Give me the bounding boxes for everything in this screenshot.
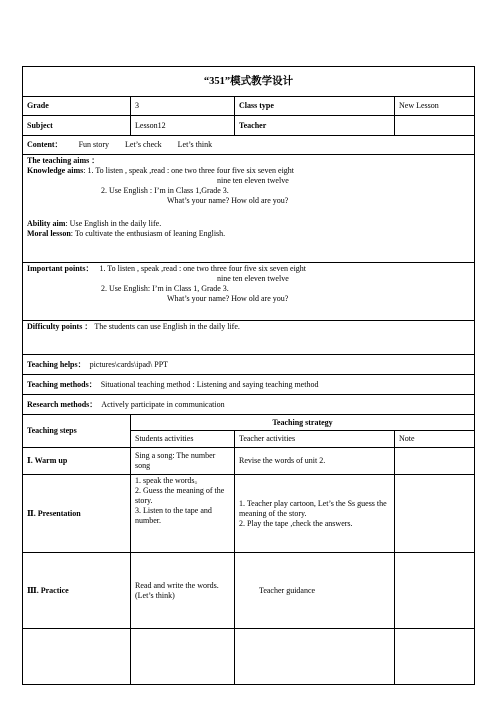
activity-line: 3. Listen to the tape and number. [135, 506, 212, 525]
moral-lesson-line [27, 229, 470, 239]
note-header: Note [395, 431, 475, 448]
important-points-line [27, 264, 470, 274]
content-item: Let’s check [125, 140, 162, 149]
content-label: Content： [27, 140, 63, 149]
important-points-line: What’s your name? How old are you? [167, 294, 289, 303]
important-points-label: Important points： [27, 264, 94, 273]
difficulty-points-label: Difficulty points ： [27, 322, 93, 331]
teaching-strategy-header: Teaching strategy [131, 415, 475, 431]
teaching-aims-section [23, 155, 475, 263]
ability-aim-label: Ability aim [27, 219, 66, 228]
activity-line: 2. Play the tape ,check the answers. [239, 518, 353, 528]
teacher-activity-cell: Teacher guidance [235, 553, 395, 629]
ability-aim-text: : Use English in the daily life. [65, 219, 162, 228]
subject-label: Subject [23, 116, 131, 136]
difficulty-points-text: The students can use English in the daily life. [94, 322, 240, 331]
class-type-value: New Lesson [395, 97, 475, 116]
teacher-label: Teacher [235, 116, 395, 136]
students-activities-header: Students activities [131, 431, 235, 448]
students-activity-cell: Sing a song: The number song [131, 448, 235, 475]
students-activity-cell: Read and write the words. (Let’s think) [131, 553, 235, 629]
knowledge-aims-line: 2. Use English : I’m in Class 1,Grade 3. [101, 186, 229, 195]
empty-cell [395, 629, 475, 685]
empty-cell [23, 629, 131, 685]
step-presentation: Ⅱ. Presentation [23, 475, 131, 553]
knowledge-aims-text: : 1. To listen , speak ,read : one two three four five six seven eight [83, 166, 295, 175]
aims-heading: The teaching aims ： [27, 156, 100, 165]
research-methods-label: Research methods： [27, 399, 98, 409]
teaching-helps-row [23, 355, 475, 375]
teaching-steps-header: Teaching steps [23, 415, 131, 448]
moral-lesson-text: : To cultivate the enthusiasm of leaning English. [70, 229, 226, 238]
difficulty-points-row [23, 321, 475, 355]
research-methods-row [23, 395, 475, 415]
content-item: Fun story [78, 140, 110, 149]
note-cell [395, 553, 475, 629]
content-row [23, 136, 475, 155]
knowledge-aims-label: Knowledge aims [27, 166, 84, 175]
teacher-activity-cell [235, 475, 395, 553]
knowledge-aims-line: nine ten eleven twelve [217, 176, 289, 185]
teaching-helps-text: pictures\cards\ipad\ PPT [89, 359, 169, 369]
activity-line: 1. speak the words。 [135, 476, 203, 485]
class-type-label: Class type [235, 97, 395, 116]
empty-cell [131, 629, 235, 685]
teaching-methods-label: Teaching methods： [27, 379, 97, 389]
moral-lesson-label: Moral lesson [27, 229, 71, 238]
subject-value: Lesson12 [131, 116, 235, 136]
important-points-line: 2. Use English: I’m in Class 1, Grade 3. [101, 284, 229, 293]
knowledge-aims-line: What’s your name? How old are you? [167, 196, 289, 205]
important-points-text: 1. To listen , speak ,read : one two three four five six seven eight [99, 264, 307, 273]
content-item: Let’s think [177, 140, 213, 149]
step-warm-up: Ⅰ. Warm up [23, 448, 131, 475]
important-points-line: nine ten eleven twelve [217, 274, 289, 283]
research-methods-text: Actively participate in communication [101, 399, 225, 409]
teaching-helps-label: Teaching helps： [27, 359, 86, 369]
activity-line: 1. Teacher play cartoon, Let’s the Ss guess the meaning of the story. [239, 498, 387, 518]
document-title: “351”模式教学设计 [23, 67, 475, 97]
grade-value: 3 [131, 97, 235, 116]
teaching-methods-row [23, 375, 475, 395]
important-points-section [23, 263, 475, 321]
lesson-plan-table [22, 66, 475, 685]
teaching-methods-text: Situational teaching method : Listening and saying teaching method [100, 379, 319, 389]
step-practice: Ⅲ. Practice [23, 553, 131, 629]
teacher-activities-header: Teacher activities [235, 431, 395, 448]
teacher-activity-cell: Revise the words of unit 2. [235, 448, 395, 475]
empty-cell [235, 629, 395, 685]
ability-aim-line [27, 219, 470, 229]
students-activity-cell [131, 475, 235, 553]
activity-line: 2. Guess the meaning of the story. [135, 486, 225, 505]
note-cell [395, 448, 475, 475]
note-cell [395, 475, 475, 553]
knowledge-aims-line [27, 166, 470, 176]
teacher-value [395, 116, 475, 136]
grade-label: Grade [23, 97, 131, 116]
